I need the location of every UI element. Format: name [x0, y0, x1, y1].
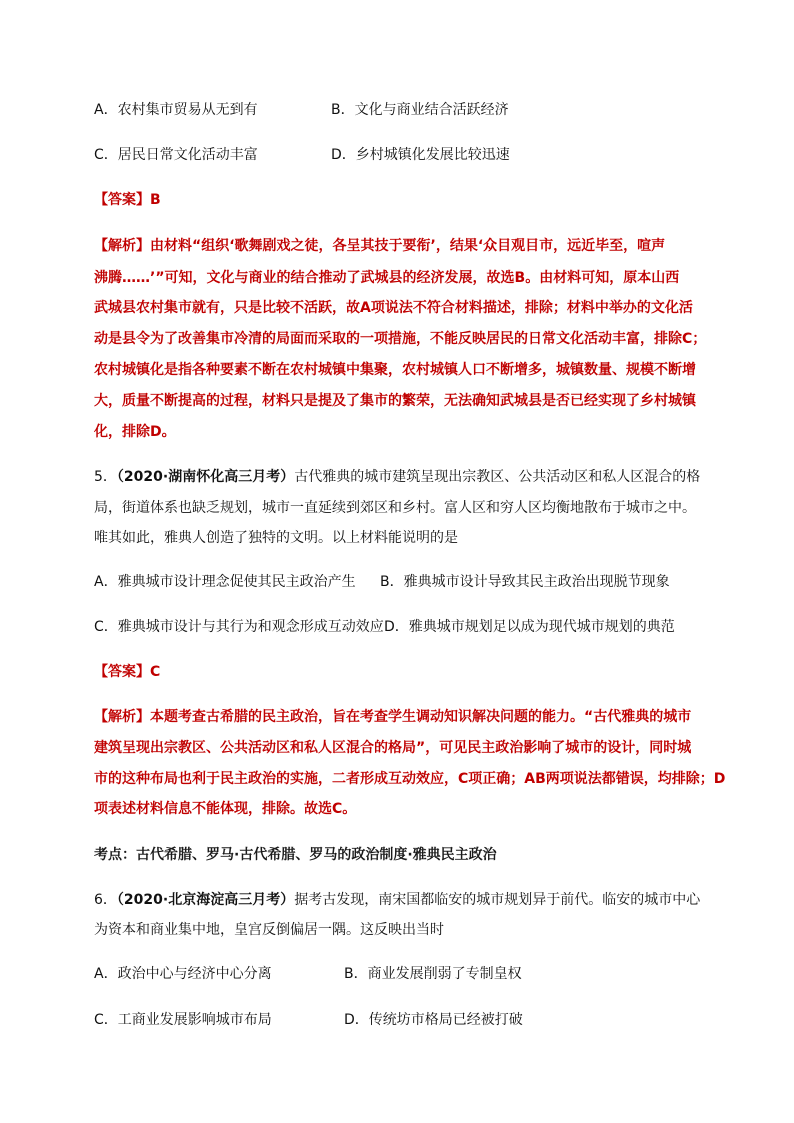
q4-answer	[94, 190, 161, 210]
q5-option-a: A．雅典城市设计理念促使其民主政治产生	[94, 574, 356, 590]
q6-stem-line: 6．（2020·北京海淀高三月考）据考古发现，南宋国都临安的城市规划异于前代。临安的城市中心	[94, 892, 701, 908]
q4-option-c: C．居民日常文化活动丰富	[94, 147, 258, 163]
analysis-label: 【解析】	[94, 709, 150, 725]
q4-analysis-line: 沸腾……’”可知，文化与商业的结合推动了武城县的经济发展，故选B。由材料可知，原本山西	[94, 270, 680, 286]
q4-analysis-line: 大，质量不断提高的过程，材料只是提及了集市的繁荣，无法确知武城县是否已经实现了乡村城镇	[94, 393, 696, 409]
q4-analysis-line: 武城县农村集市就有，只是比较不活跃，故A项说法不符合材料描述，排除；材料中举办的文化活	[94, 300, 693, 316]
q5-analysis-line: 建筑呈现出宗教区、公共活动区和私人区混合的格局”，可见民主政治影响了城市的设计，同时城	[94, 740, 692, 756]
q5-analysis-line: 市的这种布局也利于民主政治的实施，二者形成互动效应，C项正确；AB两项说法都错误，均排除；D	[94, 771, 726, 787]
answer-value: C	[150, 664, 161, 680]
q6-option-a: A．政治中心与经济中心分离	[94, 966, 272, 982]
q5-option-c: C．雅典城市设计与其行为和观念形成互动效应	[94, 619, 384, 635]
q4-analysis-line: 农村城镇化是指各种要素不断在农村城镇中集聚，农村城镇人口不断增多，城镇数量、规模不断增	[94, 362, 696, 378]
q6-option-d: D．传统坊市格局已经被打破	[344, 1012, 523, 1028]
q5-kaodian: 考点：古代希腊、罗马·古代希腊、罗马的政治制度·雅典民主政治	[94, 847, 497, 863]
answer-label: 【答案】	[94, 192, 150, 208]
q4-option-b: B．文化与商业结合活跃经济	[331, 102, 509, 118]
q5-answer	[94, 662, 160, 682]
q5-stem-line: 5．（2020·湖南怀化高三月考）古代雅典的城市建筑呈现出宗教区、公共活动区和私人区混合的格	[94, 469, 701, 485]
answer-label: 【答案】	[94, 664, 150, 680]
q6-option-b: B．商业发展削弱了专制皇权	[344, 966, 522, 982]
q5-analysis-line: 【解析】本题考查古希腊的民主政治，旨在考查学生调动知识解决问题的能力。“古代雅典的城市	[94, 709, 692, 725]
q6-stem-line: 为资本和商业集中地，皇宫反倒偏居一隅。这反映出当时	[94, 922, 444, 938]
q6-option-c: C．工商业发展影响城市布局	[94, 1012, 272, 1028]
question-number: 5．	[94, 469, 117, 485]
q5-analysis-line: 项表述材料信息不能体现，排除。故选C。	[94, 801, 357, 817]
question-number: 6．	[94, 892, 117, 908]
analysis-label: 【解析】	[94, 238, 150, 254]
q4-analysis-line: 化，排除D。	[94, 424, 176, 440]
question-source: （2020·北京海淀高三月考）	[116, 892, 295, 908]
q5-option-b: B．雅典城市设计导致其民主政治出现脱节现象	[380, 574, 670, 590]
q4-option-a: A．农村集市贸易从无到有	[94, 102, 258, 118]
q5-option-d: D．雅典城市规划足以成为现代城市规划的典范	[384, 619, 675, 635]
q5-stem-line: 唯其如此，雅典人创造了独特的文明。以上材料能说明的是	[94, 530, 458, 546]
answer-value: B	[150, 192, 161, 208]
q4-analysis-line: 动是县令为了改善集市冷清的局面而采取的一项措施，不能反映居民的日常文化活动丰富，排除C；	[94, 331, 707, 347]
q4-analysis-line: 【解析】由材料“组织‘歌舞剧戏之徒，各呈其技于要衔’，结果‘众目观目市，远近毕至，喧声	[94, 238, 666, 254]
q4-option-d: D．乡村城镇化发展比较迅速	[331, 147, 510, 163]
question-source: （2020·湖南怀化高三月考）	[116, 469, 295, 485]
q5-stem-line: 局，街道体系也缺乏规划，城市一直延续到郊区和乡村。富人区和穷人区均衡地散布于城市之中。	[94, 500, 696, 516]
